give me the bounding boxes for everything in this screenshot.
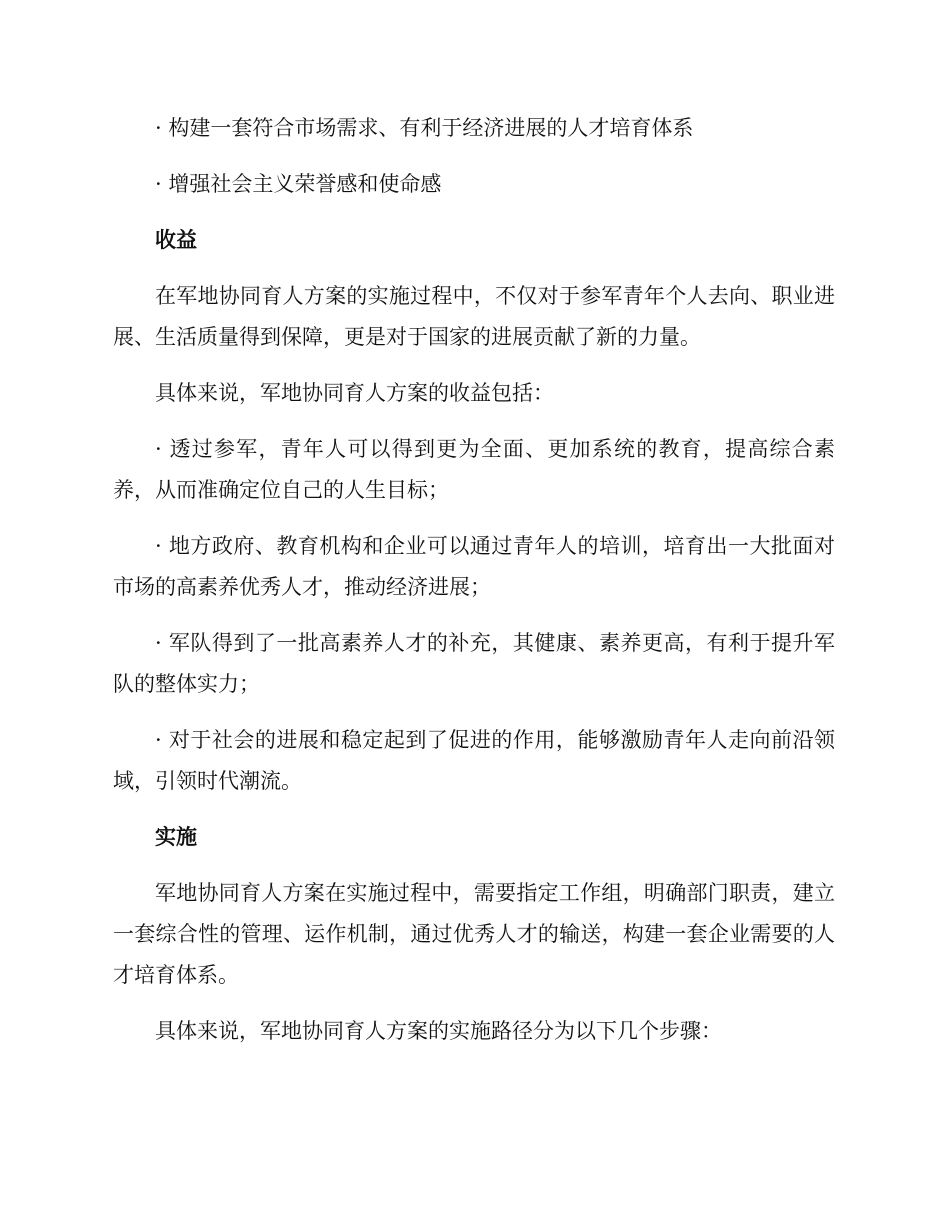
bullet-paragraph: · 军队得到了一批高素养人才的补充，其健康、素养更高，有利于提升军队的整体实力； bbox=[113, 631, 835, 696]
body-paragraph: 军地协同育人方案在实施过程中，需要指定工作组，明确部门职责，建立一套综合性的管理、运作机制，通过优秀人才的输送，构建一套企业需要的人才培育体系。 bbox=[113, 881, 835, 987]
section-heading-implementation: 实施 bbox=[155, 825, 197, 849]
document-body bbox=[113, 108, 835, 1067]
section-heading-benefits: 收益 bbox=[155, 228, 197, 252]
body-paragraph: 具体来说，军地协同育人方案的收益包括： bbox=[155, 381, 554, 405]
bullet-paragraph: · 增强社会主义荣誉感和使命感 bbox=[155, 172, 442, 196]
bullet-paragraph: · 地方政府、教育机构和企业可以通过青年人的培训，培育出一大批面对市场的高素养优秀人才，推动经济进展； bbox=[113, 534, 835, 599]
body-paragraph: 在军地协同育人方案的实施过程中，不仅对于参军青年个人去向、职业进展、生活质量得到保障，更是对于国家的进展贡献了新的力量。 bbox=[113, 284, 835, 349]
bullet-paragraph: · 对于社会的进展和稳定起到了促进的作用，能够激励青年人走向前沿领域，引领时代潮流。 bbox=[113, 728, 835, 793]
bullet-paragraph: · 构建一套符合市场需求、有利于经济进展的人才培育体系 bbox=[155, 116, 694, 140]
body-paragraph: 具体来说，军地协同育人方案的实施路径分为以下几个步骤： bbox=[155, 1019, 722, 1043]
bullet-paragraph: · 透过参军，青年人可以得到更为全面、更加系统的教育，提高综合素养，从而准确定位自己的人生目标； bbox=[113, 437, 835, 502]
